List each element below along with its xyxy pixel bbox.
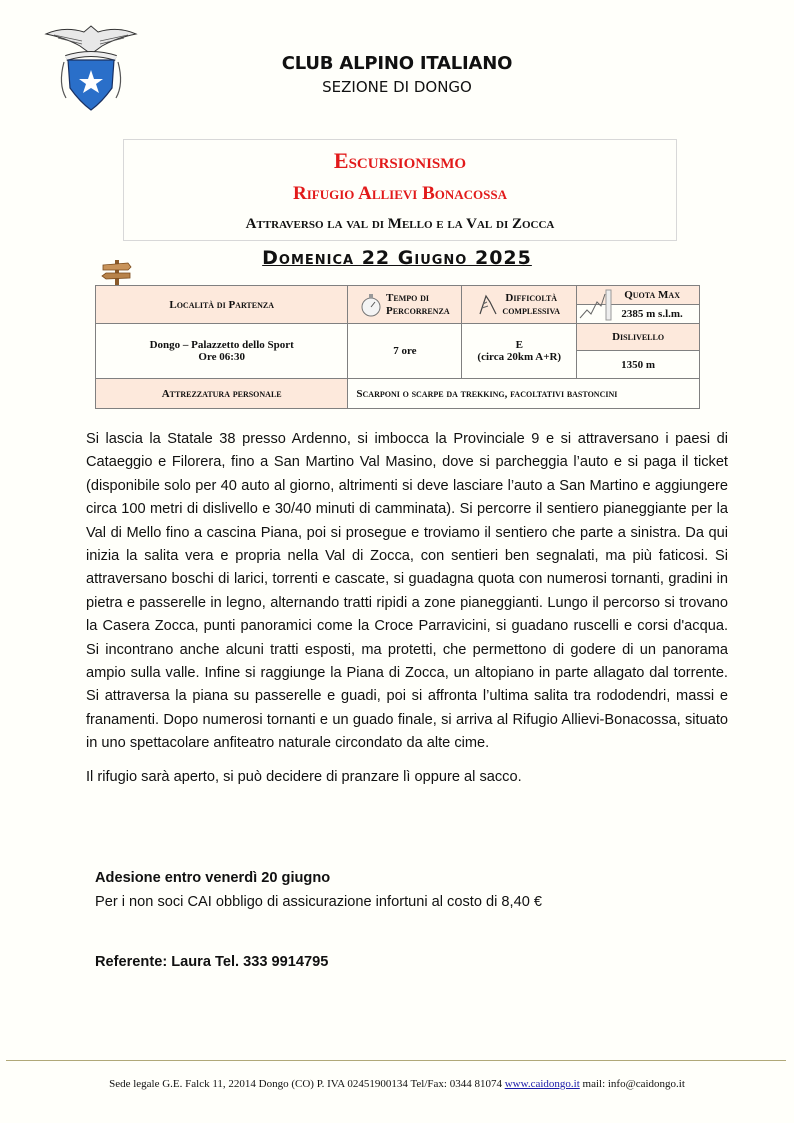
difficulty-header: Difficoltà complessiva [462, 286, 577, 324]
destination-title: Rifugio Allievi Bonacossa [293, 183, 507, 204]
deadline-note: Adesione entro venerdì 20 giugno [95, 870, 331, 886]
title-box [123, 139, 677, 241]
footer-email: mail: info@caidongo.it [582, 1078, 685, 1090]
insurance-note: Per i non soci CAI obbligo di assicurazione infortuni al costo di 8,40 € [95, 894, 542, 910]
description-paragraph: Il rifugio sarà aperto, si può decidere di pranzare lì oppure al sacco. [86, 768, 522, 785]
max-altitude-value: 2385 m s.l.m. [577, 305, 700, 324]
category-title: Escursionismo [333, 148, 467, 173]
duration-value: 7 ore [348, 324, 462, 379]
departure-header: Località di Partenza [96, 286, 348, 324]
altitude-chart-icon [579, 288, 613, 322]
max-altitude-header: Quota Max [577, 286, 700, 305]
departure-value: Dongo – Palazzetto dello Sport Ore 06:30 [96, 324, 348, 379]
description [86, 428, 728, 799]
event-date: Domenica 22 Giugno 2025 [262, 247, 532, 269]
equipment-value: Scarponi o scarpe da trekking, facoltativi bastoncini [348, 379, 700, 409]
route-subtitle: Attraverso la val di Mello e la Val di Zocca [245, 216, 555, 232]
notes [95, 866, 715, 914]
info-table [95, 285, 700, 409]
elevation-gain-value: 1350 m [577, 351, 700, 379]
description-paragraph: Si lascia la Statale 38 presso Ardenno, si imbocca la Provinciale 9 e si attraversano i paesi di Cataeggio e Filorera, fino a San Martino Val Masino, dove si parcheggia l’auto e si paga il ticket (disponibile solo per 40 auto al giorno, altrimenti si deve lasciare l’auto a San Martino e aggiungere circa 100 metri di dislivello e 30/40 minuti di camminata). Si percorre il sentiero pianeggiante per la Val di Mello fino a cascina Piana, poi si prosegue e troviamo il sentiero che parte a sinistra. Da qui inizia la salita vera e propria nella Val di Zocca, con sentieri ben segnalati, ma più faticosi. Si attraversano boschi di larici, torrenti e cascate, si guadagna quota con numerosi tornanti, gradini in pietra e passerelle in legno, alternando tratti ripidi a zone pianeggianti. Lungo il percorso si trovano la Casera Zocca, punti panoramici come la Croce Parravicini, si guadano ruscelli e corsi d'acqua. Si incontrano anche alcuni tratti esposti, ma protetti, che permettono di godere di un panorama ampio sulla valle. Infine si raggiunge la Piana di Zocca, un altopiano in parte allagato dal torrente. Si attraversa la piana su passerelle e guadi, poi si affronta l’ultima salita tra rododendri, massi e franamenti. Dopo numerosi tornanti e un guado finale, si arriva al Rifugio Allievi-Bonacossa, situato in uno spettacolare anfiteatro naturale circondato da alte cime. [86, 431, 728, 752]
contact-note: Referente: Laura Tel. 333 9914795 [95, 954, 329, 970]
footer [0, 1078, 794, 1090]
equipment-header: Attrezzatura personale [96, 379, 348, 409]
duration-header: Tempo di Percorrenza [348, 286, 462, 324]
climber-icon [478, 294, 498, 316]
org-subtitle: SEZIONE DI DONGO [322, 78, 472, 96]
difficulty-value: E (circa 20km A+R) [462, 324, 577, 379]
stopwatch-icon [360, 293, 382, 317]
org-title: CLUB ALPINO ITALIANO [281, 53, 513, 74]
elevation-gain-header: Dislivello [577, 324, 700, 351]
footer-address: Sede legale G.E. Falck 11, 22014 Dongo (CO) P. IVA 02451900134 Tel/Fax: 0344 81074 [109, 1078, 505, 1090]
website-link[interactable]: www.caidongo.it [504, 1078, 580, 1090]
footer-divider [6, 1060, 786, 1061]
